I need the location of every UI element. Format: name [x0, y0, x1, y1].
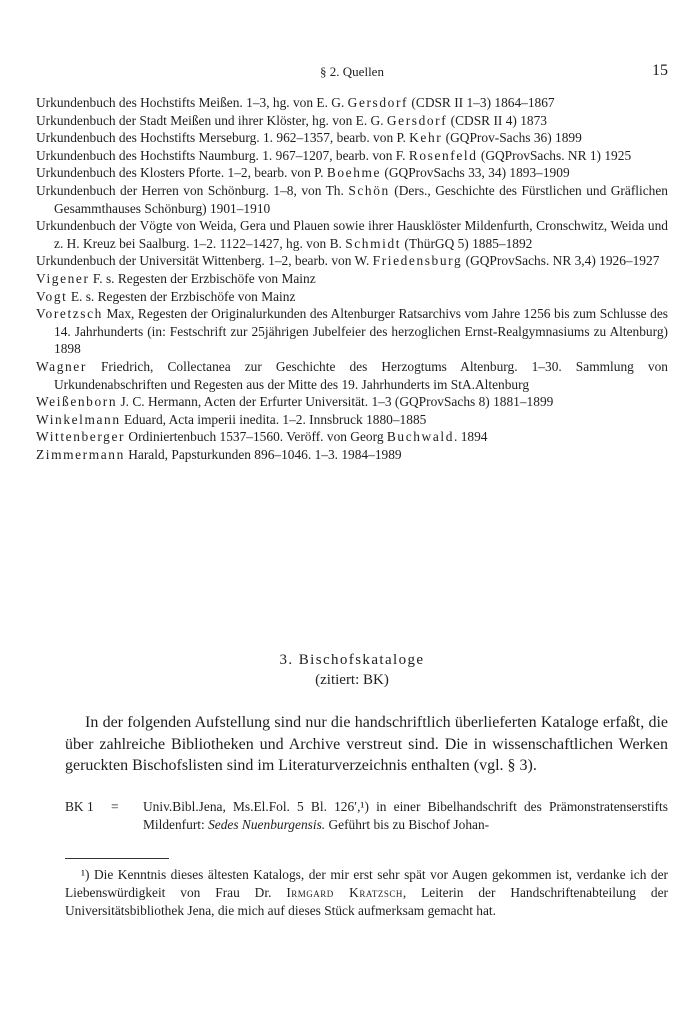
bk-entry-equals: = — [111, 799, 119, 814]
bibliography-entry — [36, 411, 668, 429]
bibliography-entry-text-run: Urkundenbuch der Herren von Schönburg. 1–8, von Th. — [36, 182, 349, 198]
bibliography-entry-text-run: (GQProvSachs. NR 1) 1925 — [477, 147, 632, 163]
bibliography-entry-text-run: F. s. Regesten der Erzbischöfe von Mainz — [89, 270, 316, 286]
bibliography-entry-text-run: Wagner — [36, 358, 87, 374]
bk-entry — [65, 798, 668, 834]
bibliography-entry — [36, 147, 668, 165]
bk-entry-text-run: Sedes Nuenburgensis. — [208, 817, 326, 832]
page-number: 15 — [652, 62, 668, 79]
bibliography-entry-text-run: Winkelmann — [36, 411, 121, 427]
footnote — [65, 866, 668, 920]
bibliography-entry-text-run: Friedrich, Collectanea zur Geschichte des Herzogtums Altenburg. 1–30. Sammlung von Urkundenabschriften und Regesten aus der Mitte des 19. Jahrhunderts im StA.Altenburg — [54, 358, 668, 392]
section-subtitle: (zitiert: BK) — [315, 672, 389, 688]
bibliography-entry-text-run: Voretzsch — [36, 306, 103, 322]
bibliography-entry-text-run: (Ders., Geschichte des Fürstlichen und Gräflichen Gesammthauses Schönburg) 1901–1910 — [54, 182, 668, 216]
bibliography-entry — [36, 270, 668, 288]
bibliography-entry-text-run: Gersdorf — [386, 112, 448, 128]
bibliography-entry-text-run: Max, Regesten der Originalurkunden des Altenburger Ratsarchivs vom Jahre 1256 bis zum Schlusse des 14. Jahrhunderts (in: Festschrift zur 25jährigen Jubelfeier des herzoglichen Ernst-Realgymnasiums zu Altenburg) 1898 — [54, 306, 668, 357]
bibliography-entry-text-run: Weißenborn — [36, 394, 118, 410]
bibliography-entry-text-run: Rosenfeld — [408, 147, 478, 163]
footnote-text — [65, 866, 668, 920]
bk-entry-text-run: Geführt bis zu Bischof Johan- — [325, 817, 490, 832]
bibliography-entry — [36, 288, 668, 306]
bibliography-entry-text-run: Boehme — [326, 165, 382, 181]
bibliography-entry-text-run: Ordiniertenbuch 1537–1560. Veröff. von Georg — [125, 429, 387, 445]
bibliography-entry — [36, 393, 668, 411]
bibliography-entry-text-run: Kehr — [409, 130, 443, 146]
bibliography-list — [36, 94, 668, 463]
bibliography-entry — [36, 112, 668, 130]
intro-paragraph-block — [65, 712, 668, 777]
bibliography-entry-text-run: Friedensburg — [372, 253, 463, 269]
bk-entry-text — [143, 798, 668, 834]
bibliography-entry-text-run: Harald, Papsturkunden 896–1046. 1–3. 1984–1989 — [124, 446, 402, 462]
section-heading — [36, 650, 668, 690]
bibliography-entry-text-run: (GQProv-Sachs 36) 1899 — [442, 130, 582, 146]
intro-paragraph: In der folgenden Aufstellung sind nur die handschriftlich überlieferten Kataloge erfaßt, die über zahlreiche Bibliotheken und Archive verstreut sind. Die in wissenschaftlichen Werken geruckten Bischofslisten sind im Literaturverzeichnis enthalten (vgl. § 3). — [65, 714, 668, 774]
bibliography-entry-text-run: Urkundenbuch der Vögte von Weida, Gera und Plauen sowie ihrer Hausklöster Mildenfurth, Cronschwitz, Weida und z. H. Kreuz bei Saalburg. 1–2. 1122–1427, hg. von B. — [36, 218, 668, 251]
bibliography-entry-text-run: (ThürGQ 5) 1885–1892 — [401, 235, 533, 251]
running-title: § 2. Quellen — [320, 64, 384, 79]
bibliography-entry-text-run: Wittenberger — [36, 429, 126, 445]
bibliography-entry — [36, 252, 668, 270]
bibliography-entry-text-run: Schön — [348, 182, 390, 198]
bibliography-entry-text-run: Zimmermann — [36, 446, 125, 462]
bibliography-entry-text-run: J. C. Hermann, Acten der Erfurter Universität. 1–3 (GQProvSachs 8) 1881–1899 — [117, 394, 554, 410]
bibliography-entry — [36, 217, 668, 252]
bibliography-entry — [36, 129, 668, 147]
footnote-text-run: , Leiterin der Handschriftenabteilung der Universitätsbibliothek Jena, die mich auf dieses Stück aufmerksam gemacht hat. — [65, 885, 668, 918]
bibliography-entry-text-run: Buchwald — [386, 429, 454, 445]
bibliography-entry-text-run: Urkundenbuch des Klosters Pforte. 1–2, bearb. von P. — [36, 165, 327, 181]
bibliography-entry-text-run: (CDSR II 4) 1873 — [447, 112, 547, 128]
bibliography-entry-text-run: E. s. Regesten der Erzbischöfe von Mainz — [67, 288, 296, 304]
section-title: 3. Bischofskataloge — [279, 652, 425, 668]
bibliography-entry-text-run: Urkundenbuch der Stadt Meißen und ihrer Klöster, hg. von E. G. — [36, 112, 387, 128]
bibliography-entry-text-run: Eduard, Acta imperii inedita. 1–2. Innsbruck 1880–1885 — [120, 411, 427, 427]
bibliography-entry-text-run: Urkundenbuch des Hochstifts Merseburg. 1. 962–1357, bearb. von P. — [36, 130, 410, 146]
bibliography-entry-text-run: Vigener — [36, 270, 90, 286]
bibliography-entry-text-run: Urkundenbuch des Hochstifts Meißen. 1–3, hg. von E. G. — [36, 95, 348, 110]
bibliography-entry-text-run: Urkundenbuch des Hochstifts Naumburg. 1. 967–1207, bearb. von F. — [36, 147, 409, 163]
bk-entry-label: BK 1 — [65, 799, 94, 814]
bibliography-entry-text-run: . 1894 — [454, 429, 488, 445]
bibliography-entry — [36, 164, 668, 182]
bibliography-entry-text-run: Gersdorf — [347, 95, 409, 110]
footnote-text-run: ¹) Die Kenntnis dieses ältesten Katalogs, der mir erst sehr spät vor Augen gekommen ist, verdanke ich der Liebenswürdigkeit von Frau Dr. — [65, 867, 668, 900]
bibliography-entry — [36, 358, 668, 393]
bibliography-entry-text-run: Schmidt — [345, 235, 402, 251]
bk-entry-text-run: Univ.Bibl.Jena, Ms.El.Fol. 5 Bl. 126′,¹) in einer Bibelhandschrift des Prämonstratenserstifts Mildenfurt: — [143, 799, 668, 832]
bibliography-entry — [36, 94, 668, 112]
bibliography-entry — [36, 305, 668, 358]
footnote-rule — [65, 858, 169, 859]
bibliography-entry-text-run: (CDSR II 1–3) 1864–1867 — [408, 95, 555, 110]
bibliography-entry — [36, 182, 668, 217]
running-head — [36, 62, 668, 80]
bibliography-entry — [36, 428, 668, 446]
bibliography-entry-text-run: (GQProvSachs 33, 34) 1893–1909 — [381, 165, 570, 181]
bibliography-entry-text-run: (GQProvSachs. NR 3,4) 1926–1927 — [462, 253, 660, 269]
bibliography-entry-text-run: Urkundenbuch der Universität Wittenberg. 1–2, bearb. von W. — [36, 253, 373, 269]
bibliography-entry — [36, 446, 668, 464]
footnote-text-run: Irmgard Kratzsch — [286, 885, 403, 900]
bibliography-entry-text-run: Vogt — [36, 288, 68, 304]
